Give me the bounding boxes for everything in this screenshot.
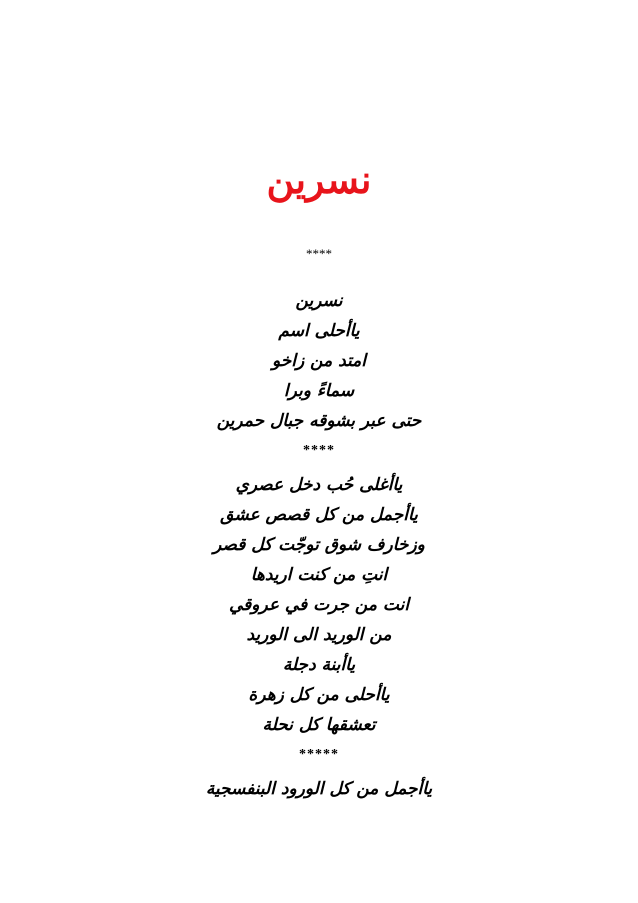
poem-line: سماءً وبرا	[283, 381, 355, 401]
poem-line: انت من جرت في عروقي	[228, 595, 410, 615]
poem-line: نسرين	[295, 291, 343, 311]
poem-line: تعشقها كل نحلة	[262, 715, 376, 735]
poem-line: انتِ من كنت اريدها	[250, 565, 388, 585]
stanza-separator: *****	[299, 747, 339, 762]
poem-line: امتد من زاخو	[272, 351, 366, 371]
poem-line: حتى عبر بشوقه جبال حمرين	[216, 411, 422, 431]
poem-line: وزخارف شوق توجّت كل قصر	[213, 535, 425, 555]
poem-line: ياأحلى اسم	[278, 321, 360, 341]
poem-line: ياأجمل من كل قصص عشق	[220, 505, 418, 525]
poem-line: ياأجمل من كل الورود البنفسجية	[205, 779, 433, 799]
stanza-separator: ****	[303, 443, 335, 458]
poem-line: ياأبنة دجلة	[282, 655, 356, 675]
poem-body	[0, 286, 638, 804]
poem-line: ياأحلى من كل زهرة	[248, 685, 390, 705]
poem-line: ياأغلى حُب دخل عصري	[235, 475, 403, 495]
poem-title: نسرين	[266, 157, 372, 202]
title-separator: ****	[306, 246, 332, 261]
poem-line: من الوريد الى الوريد	[246, 625, 392, 645]
